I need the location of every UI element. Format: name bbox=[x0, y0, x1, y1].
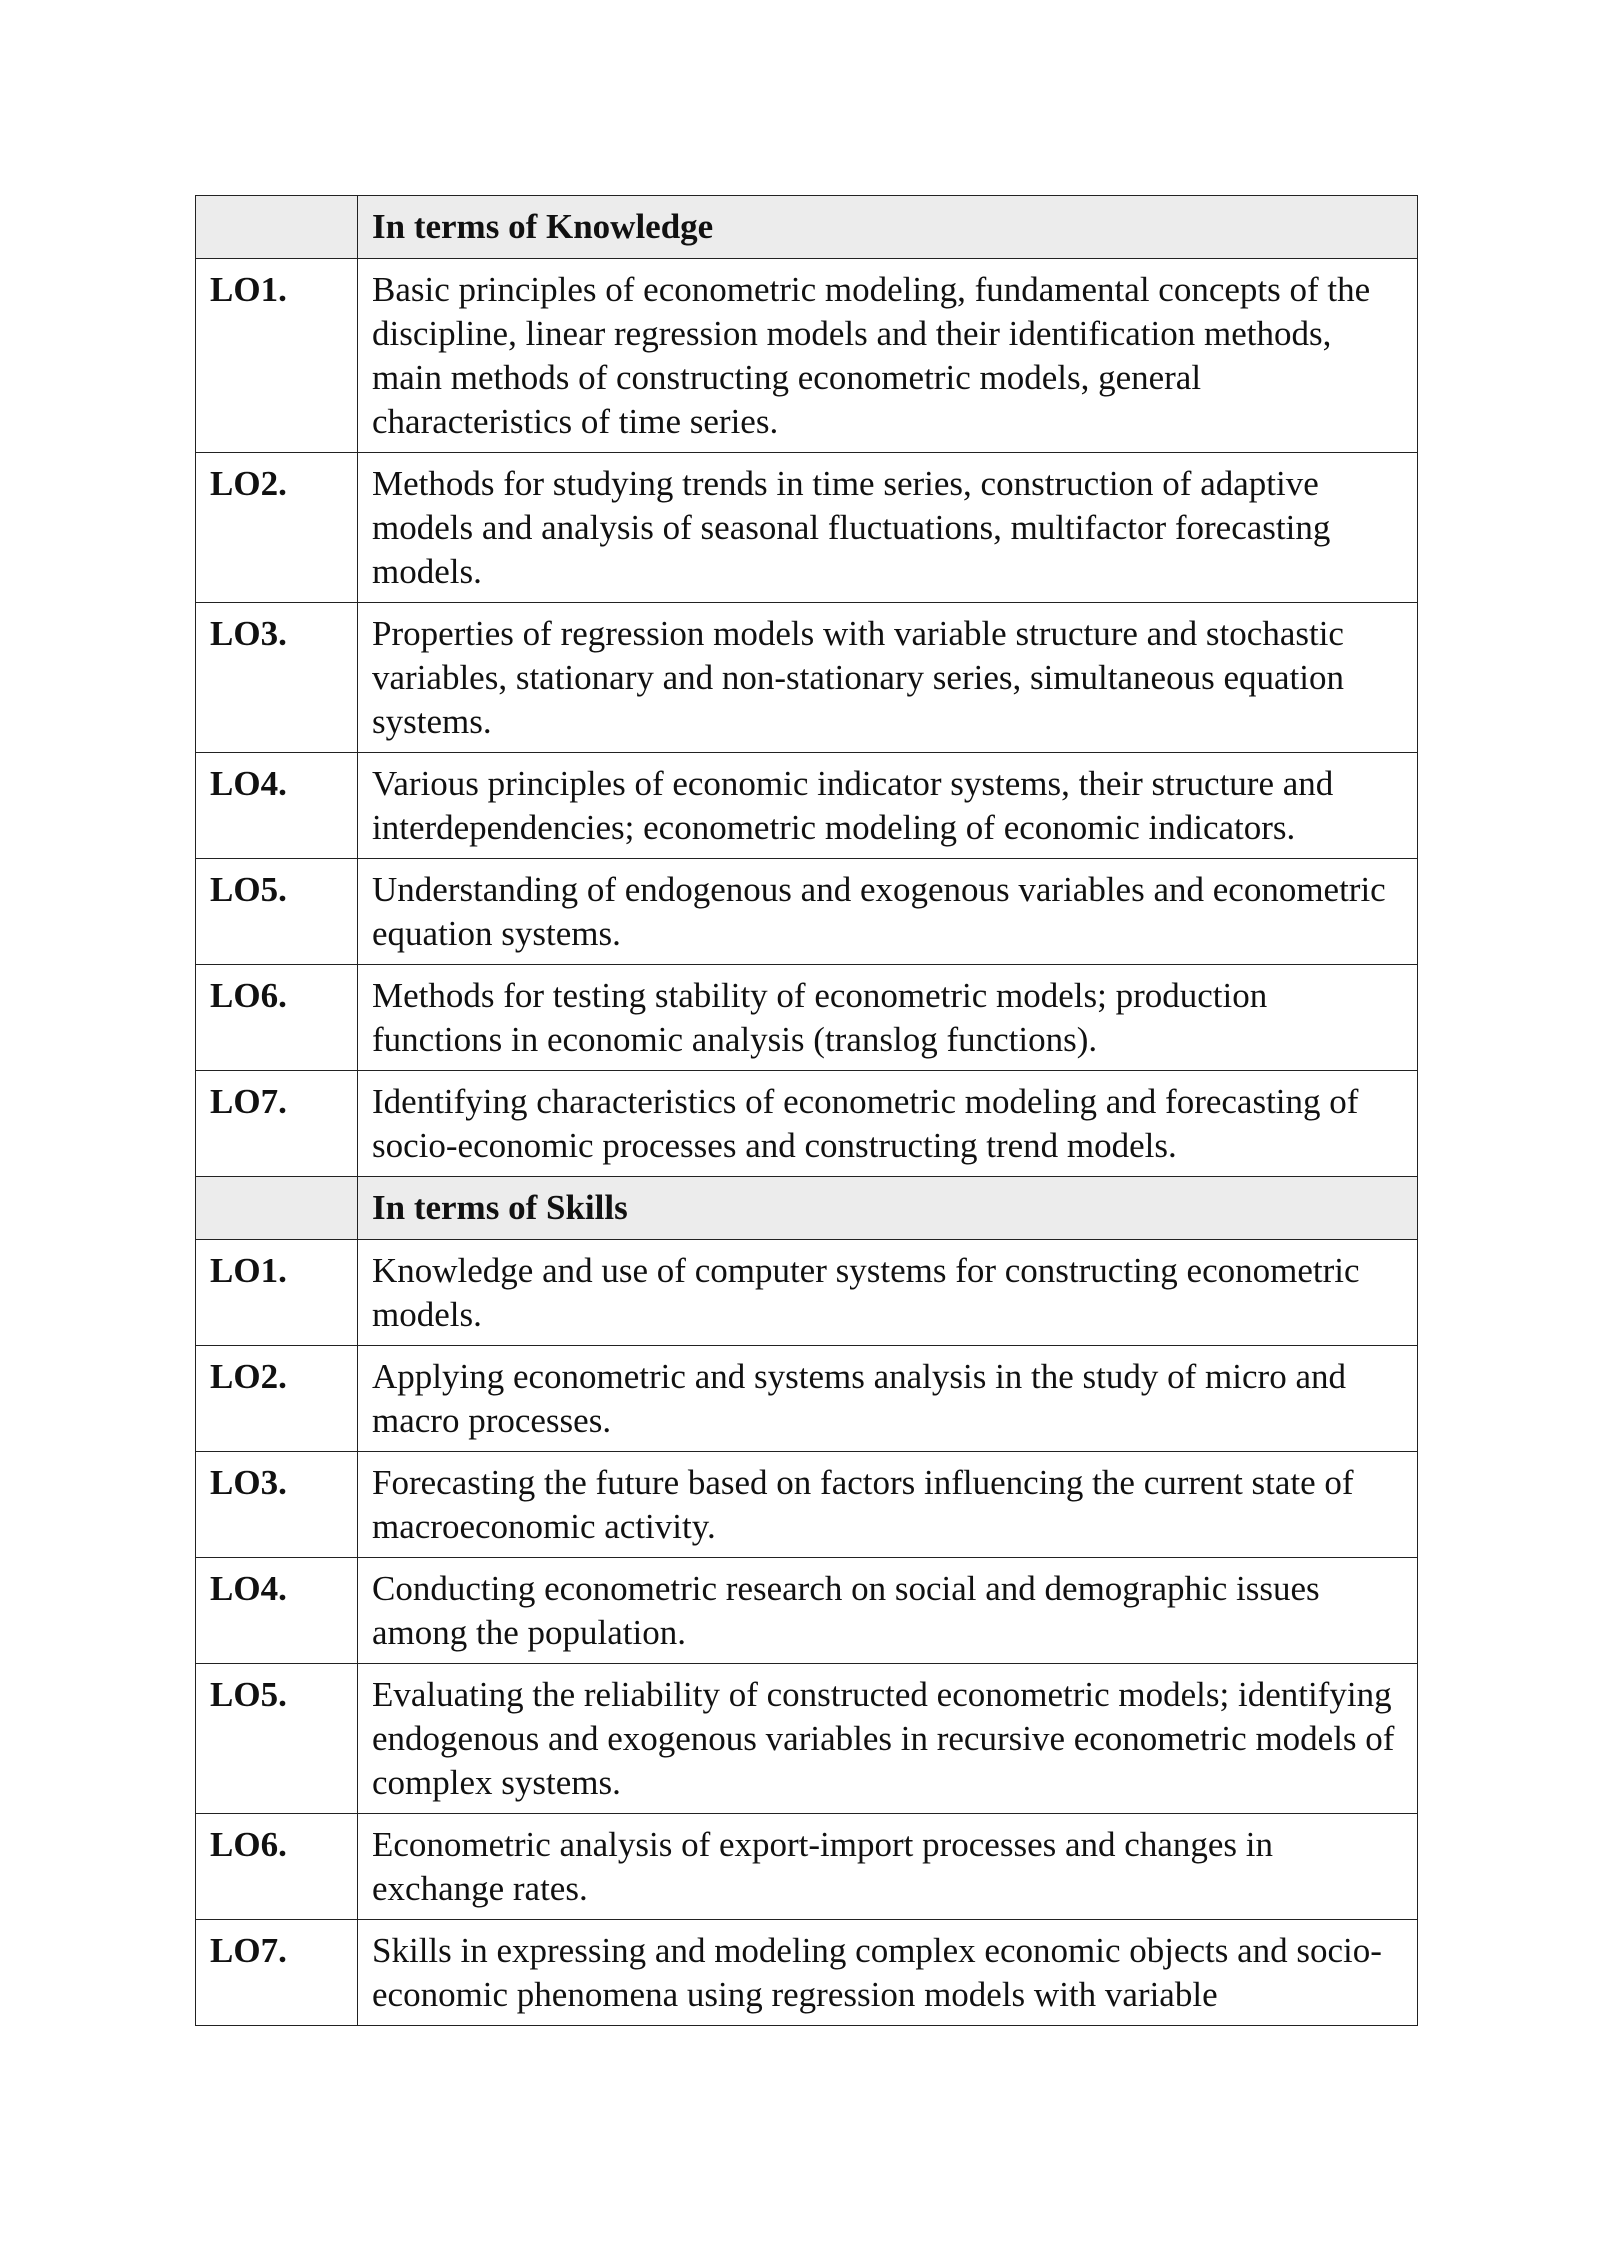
outcome-code: LO6. bbox=[196, 965, 358, 1071]
outcome-text: Evaluating the reliability of constructed econometric models; identifying endogenous and exogenous variables in recursive econometric models of complex systems. bbox=[358, 1664, 1418, 1814]
outcome-code: LO7. bbox=[196, 1920, 358, 2026]
table-row bbox=[196, 1346, 1418, 1452]
outcome-text: Various principles of economic indicator systems, their structure and interdependencies; econometric modeling of economic indicators. bbox=[358, 753, 1418, 859]
outcome-text: Methods for studying trends in time series, construction of adaptive models and analysis of seasonal fluctuations, multifactor forecasting models. bbox=[358, 453, 1418, 603]
outcome-text: Methods for testing stability of econometric models; production functions in economic analysis (translog functions). bbox=[358, 965, 1418, 1071]
table-row bbox=[196, 259, 1418, 453]
table-row bbox=[196, 1071, 1418, 1177]
outcome-text: Forecasting the future based on factors influencing the current state of macroeconomic activity. bbox=[358, 1452, 1418, 1558]
table-row bbox=[196, 453, 1418, 603]
outcome-text: Understanding of endogenous and exogenous variables and econometric equation systems. bbox=[358, 859, 1418, 965]
outcome-text: Conducting econometric research on social and demographic issues among the population. bbox=[358, 1558, 1418, 1664]
table-row bbox=[196, 753, 1418, 859]
table-row bbox=[196, 1558, 1418, 1664]
outcome-code: LO1. bbox=[196, 259, 358, 453]
outcome-code: LO4. bbox=[196, 753, 358, 859]
section-header-knowledge bbox=[196, 196, 1418, 259]
table-row bbox=[196, 603, 1418, 753]
outcome-code: LO2. bbox=[196, 453, 358, 603]
table-row bbox=[196, 1664, 1418, 1814]
table-row bbox=[196, 859, 1418, 965]
outcome-text: Skills in expressing and modeling complex economic objects and socio-economic phenomena using regression models with variable bbox=[358, 1920, 1418, 2026]
outcome-text: Identifying characteristics of econometric modeling and forecasting of socio-economic processes and constructing trend models. bbox=[358, 1071, 1418, 1177]
outcome-code: LO3. bbox=[196, 1452, 358, 1558]
outcome-code: LO7. bbox=[196, 1071, 358, 1177]
table-row bbox=[196, 965, 1418, 1071]
section-header-empty-cell bbox=[196, 1177, 358, 1240]
outcome-code: LO6. bbox=[196, 1814, 358, 1920]
table-row bbox=[196, 1452, 1418, 1558]
outcome-text: Econometric analysis of export-import processes and changes in exchange rates. bbox=[358, 1814, 1418, 1920]
learning-outcomes-table bbox=[195, 195, 1418, 2026]
outcome-code: LO5. bbox=[196, 859, 358, 965]
outcome-code: LO3. bbox=[196, 603, 358, 753]
table-row bbox=[196, 1814, 1418, 1920]
outcome-text: Applying econometric and systems analysis in the study of micro and macro processes. bbox=[358, 1346, 1418, 1452]
section-header-skills bbox=[196, 1177, 1418, 1240]
table-row bbox=[196, 1240, 1418, 1346]
outcome-text: Knowledge and use of computer systems for constructing econometric models. bbox=[358, 1240, 1418, 1346]
outcome-code: LO4. bbox=[196, 1558, 358, 1664]
table-row bbox=[196, 1920, 1418, 2026]
section-heading: In terms of Skills bbox=[358, 1177, 1418, 1240]
table-body bbox=[196, 196, 1418, 2026]
outcome-code: LO5. bbox=[196, 1664, 358, 1814]
section-header-empty-cell bbox=[196, 196, 358, 259]
outcome-code: LO2. bbox=[196, 1346, 358, 1452]
outcome-text: Basic principles of econometric modeling, fundamental concepts of the discipline, linear regression models and their identification methods, main methods of constructing econometric models, general characteristics of time series. bbox=[358, 259, 1418, 453]
outcome-code: LO1. bbox=[196, 1240, 358, 1346]
section-heading: In terms of Knowledge bbox=[358, 196, 1418, 259]
outcome-text: Properties of regression models with variable structure and stochastic variables, stationary and non-stationary series, simultaneous equation systems. bbox=[358, 603, 1418, 753]
